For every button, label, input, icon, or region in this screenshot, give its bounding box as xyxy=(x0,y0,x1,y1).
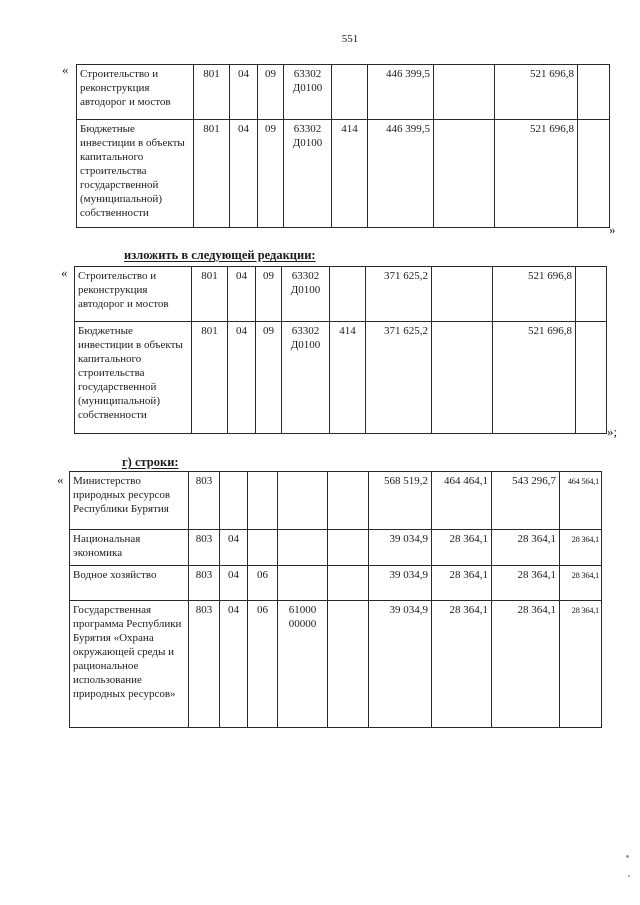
opening-quote: « xyxy=(62,62,69,77)
amount-1: 371 625,2 xyxy=(366,267,432,322)
amount-1: 39 034,9 xyxy=(369,601,432,728)
page-number: 551 xyxy=(341,33,359,45)
scan-speck xyxy=(626,855,629,858)
section-code: 04 xyxy=(230,120,258,228)
target-article: 61000 00000 xyxy=(278,601,328,728)
amount-3: 28 364,1 xyxy=(492,601,560,728)
amount-4: 464 564,1 xyxy=(560,472,602,530)
row-name: Государственная программа Республики Бурятия «Охрана окружающей среды и рациональное использование природных ресурсов» xyxy=(70,601,189,728)
target-article xyxy=(278,566,328,601)
target-article xyxy=(278,472,328,530)
row-name: Бюджетные инвестиции в объекты капитального строительства государственной (муниципальной) собственности xyxy=(75,322,192,434)
revised-rows-table xyxy=(74,266,607,434)
section-code: 04 xyxy=(220,530,248,566)
amount-1: 39 034,9 xyxy=(369,530,432,566)
closing-quote: » xyxy=(609,222,616,237)
expense-type xyxy=(330,267,366,322)
table-row xyxy=(70,472,602,530)
expense-type xyxy=(328,601,369,728)
table-row xyxy=(77,65,610,120)
row-name: Бюджетные инвестиции в объекты капитального строительства государственной (муниципальной) собственности xyxy=(77,120,194,228)
subsection-code: 09 xyxy=(258,120,284,228)
amount-2 xyxy=(432,322,493,434)
table-row xyxy=(75,267,607,322)
amount-2 xyxy=(434,120,495,228)
target-article: 63302 Д0100 xyxy=(282,267,330,322)
ministry-code: 803 xyxy=(189,530,220,566)
amount-1: 371 625,2 xyxy=(366,322,432,434)
section-code xyxy=(220,472,248,530)
amount-4 xyxy=(578,65,610,120)
row-name: Строительство и реконструкция автодорог и мостов xyxy=(75,267,192,322)
amount-3: 521 696,8 xyxy=(495,65,578,120)
scan-speck xyxy=(628,875,630,877)
amount-2: 28 364,1 xyxy=(432,566,492,601)
amount-2: 464 464,1 xyxy=(432,472,492,530)
amount-2 xyxy=(434,65,495,120)
ministry-code: 803 xyxy=(189,566,220,601)
rows-table xyxy=(69,471,602,728)
table-row xyxy=(70,530,602,566)
ministry-code: 801 xyxy=(194,120,230,228)
amount-4: 28 364,1 xyxy=(560,566,602,601)
table-row xyxy=(70,566,602,601)
row-name: Водное хозяйство xyxy=(70,566,189,601)
subsection-code: 09 xyxy=(258,65,284,120)
original-rows-table xyxy=(76,64,610,228)
expense-type xyxy=(328,530,369,566)
amount-3: 543 296,7 xyxy=(492,472,560,530)
amount-2: 28 364,1 xyxy=(432,530,492,566)
instruction-text: изложить в следующей редакции: xyxy=(124,248,316,262)
table-row xyxy=(77,120,610,228)
expense-type: 414 xyxy=(330,322,366,434)
closing-quote: »; xyxy=(607,424,618,439)
ministry-code: 801 xyxy=(192,322,228,434)
amount-4 xyxy=(576,267,607,322)
amount-4: 28 364,1 xyxy=(560,530,602,566)
table-row xyxy=(75,322,607,434)
section-code: 04 xyxy=(220,566,248,601)
subsection-code xyxy=(248,530,278,566)
expense-type xyxy=(328,566,369,601)
section-code: 04 xyxy=(230,65,258,120)
amount-3: 521 696,8 xyxy=(493,322,576,434)
instruction-text: г) строки: xyxy=(122,455,179,469)
ministry-code: 801 xyxy=(194,65,230,120)
row-name: Строительство и реконструкция автодорог и мостов xyxy=(77,65,194,120)
amount-4: 28 364,1 xyxy=(560,601,602,728)
row-name: Министерство природных ресурсов Республики Бурятия xyxy=(70,472,189,530)
opening-quote: « xyxy=(57,472,64,487)
subsection-code: 09 xyxy=(256,267,282,322)
amount-3: 521 696,8 xyxy=(493,267,576,322)
opening-quote: « xyxy=(61,265,68,280)
amount-1: 446 399,5 xyxy=(368,120,434,228)
amount-3: 521 696,8 xyxy=(495,120,578,228)
amount-1: 446 399,5 xyxy=(368,65,434,120)
expense-type xyxy=(328,472,369,530)
amount-2: 28 364,1 xyxy=(432,601,492,728)
amount-3: 28 364,1 xyxy=(492,566,560,601)
ministry-code: 801 xyxy=(192,267,228,322)
subsection-code: 06 xyxy=(248,601,278,728)
amount-1: 568 519,2 xyxy=(369,472,432,530)
table-row xyxy=(70,601,602,728)
amount-4 xyxy=(576,322,607,434)
subsection-code xyxy=(248,472,278,530)
amount-3: 28 364,1 xyxy=(492,530,560,566)
section-code: 04 xyxy=(228,322,256,434)
subsection-code: 09 xyxy=(256,322,282,434)
section-code: 04 xyxy=(220,601,248,728)
amount-2 xyxy=(432,267,493,322)
target-article xyxy=(278,530,328,566)
amount-1: 39 034,9 xyxy=(369,566,432,601)
target-article: 63302 Д0100 xyxy=(284,65,332,120)
expense-type xyxy=(332,65,368,120)
expense-type: 414 xyxy=(332,120,368,228)
ministry-code: 803 xyxy=(189,472,220,530)
amount-4 xyxy=(578,120,610,228)
section-code: 04 xyxy=(228,267,256,322)
ministry-code: 803 xyxy=(189,601,220,728)
target-article: 63302 Д0100 xyxy=(282,322,330,434)
row-name: Национальная экономика xyxy=(70,530,189,566)
target-article: 63302 Д0100 xyxy=(284,120,332,228)
subsection-code: 06 xyxy=(248,566,278,601)
